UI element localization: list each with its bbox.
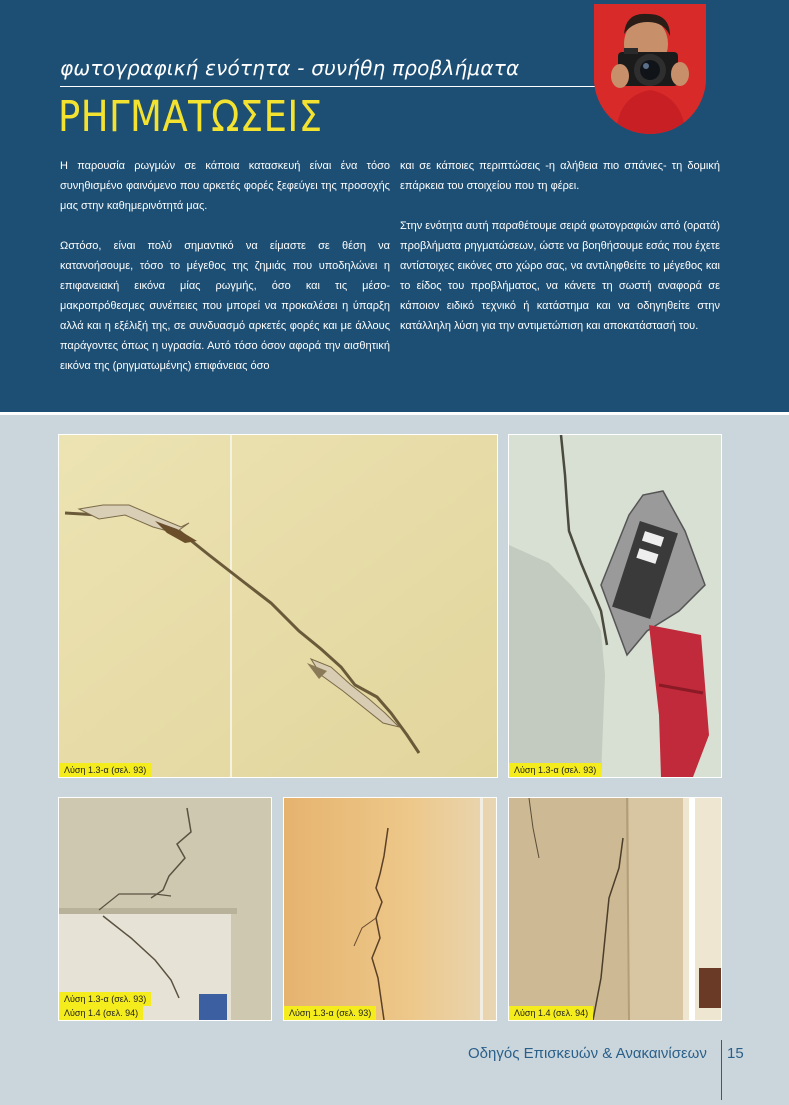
intro-paragraph: Η παρουσία ρωγμών σε κάποια κατασκευή είναι ένα τόσο συνηθισμένο φαινόμενο που αρκετές φορές ξεφεύγει της προσοχής μας στην καθημερινότητά μας.: [60, 160, 390, 212]
photo-caption: Λύση 1.3-α (σελ. 93): [59, 992, 151, 1006]
intro-column-right: [400, 156, 720, 356]
subtitle-rule: [60, 86, 610, 87]
photographer-camera-icon: [594, 4, 706, 134]
crack-photo-corner: [508, 797, 722, 1021]
crack-photo-tool: [508, 434, 722, 778]
intro-column-left: [60, 156, 390, 396]
guide-title: Οδηγός Επισκευών & Ανακαινίσεων: [468, 1045, 707, 1062]
crack-photo-diagonal: [58, 434, 498, 778]
photo-caption: Λύση 1.3-α (σελ. 93): [284, 1006, 376, 1020]
photo-caption: Λύση 1.4 (σελ. 94): [509, 1006, 593, 1020]
crack-photo-textured: [283, 797, 497, 1021]
crack-photo-door: [58, 797, 272, 1021]
photo-caption: Λύση 1.4 (σελ. 94): [59, 1006, 143, 1020]
intro-paragraph: Στην ενότητα αυτή παραθέτουμε σειρά φωτογραφιών από (ορατά) προβλήματα ρηγματώσεων, ώστε να βοηθήσουμε εσάς που έχετε αντίστοιχες εικόνες στο χώρο σας, να αντιληφθείτε το μέγεθος και το είδος του προβλήματος, να κάνετε τη σωστή αναφορά σε κάποιον ειδικό τεχνικό ή κατάστημα και να οδηγηθείτε στην κατάλληλη λύση για την αντιμετώπιση και αποκατάστασή του.: [400, 220, 720, 332]
section-subtitle: φωτογραφική ενότητα - συνήθη προβλήματα: [60, 56, 520, 80]
intro-paragraph: Ωστόσο, είναι πολύ σημαντικό να είμαστε σε θέση να κατανοήσουμε, τόσο το μέγεθος της ζημιάς που υποδηλώνει η επιφανειακή εικόνα μίας ρωγμής, όσο και τις μέσο-μακροπρόθεσμες συνέπειες που μπορεί να προκαλέσει η ύπαρξη αλλά και η εξέλιξή της, σε συνδυασμό αρκετές φορές και με άλλους παράγοντες όπως η υγρασία. Αυτό τόσο όσον αφορά την αισθητική εικόνα της (ρηγματωμένης) επιφάνειας όσο: [60, 240, 390, 372]
photo-caption: Λύση 1.3-α (σελ. 93): [59, 763, 151, 777]
footer-rule: [721, 1040, 722, 1100]
photo-caption: Λύση 1.3-α (σελ. 93): [509, 763, 601, 777]
intro-paragraph: και σε κάποιες περιπτώσεις -η αλήθεια πιο σπάνιες- τη δομική επάρκεια του στοιχείου που τη φέρει.: [400, 160, 720, 192]
page-number: 15: [727, 1045, 744, 1062]
header-banner: [0, 0, 789, 415]
page-title: ΡΗΓΜΑΤΩΣΕΙΣ: [58, 92, 323, 142]
